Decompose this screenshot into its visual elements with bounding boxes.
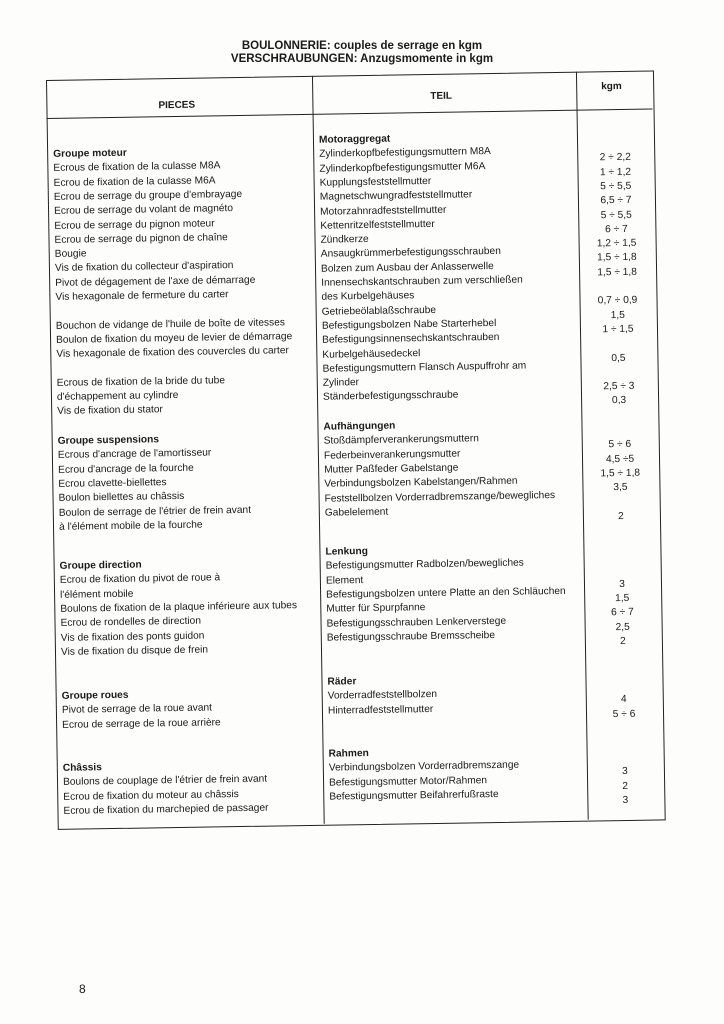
kgm-value: 3 <box>622 766 628 778</box>
teil-item: Zylinderkopfbefestigungsmutter M6A <box>319 160 486 175</box>
kgm-value: 2,5 <box>615 621 630 633</box>
piece-item: Ecrou de fixation du moteur au châssis <box>63 788 239 803</box>
teil-item: Verbindungsbolzen Vorderradbremszange <box>328 759 520 774</box>
kgm-value: 0,5 <box>611 352 626 364</box>
teil-item: Zylinderkopfbefestigungsmuttern M8A <box>319 146 491 161</box>
teil-item: Befestigungsinnensechskantschrauben <box>322 332 500 346</box>
teil-item: Mutter Paßfeder Gabelstange <box>324 462 459 476</box>
teil-item: Kupplungsfeststellmutter <box>319 175 432 189</box>
kgm-value: 6 ÷ 7 <box>605 223 628 236</box>
teil-item: Befestigungsschrauben Lenkerverstege <box>326 615 507 630</box>
piece-item: Ecrou de serrage de la roue arrière <box>62 716 221 731</box>
kgm-value: 1,5 <box>610 309 625 321</box>
piece-item: Vis de fixation du collecteur d'aspiration <box>54 260 234 275</box>
piece-item: Ecrou d'ancrage de la fourche <box>58 462 194 476</box>
kgm-value: 6,5 ÷ 7 <box>600 195 632 207</box>
piece-item: Vis de fixation du stator <box>57 404 164 418</box>
teil-item: Verbindungsbolzen Kabelstangen/Rahmen <box>324 475 518 490</box>
piece-item: Ecrou de fixation du marchepied de passager <box>63 802 269 817</box>
header-kgm: kgm <box>601 80 622 93</box>
title-german: VERSCHRAUBUNGEN: Anzugsmomente in kgm <box>230 53 494 65</box>
teil-item: Befestigungsbolzen untere Platte an den Schläuchen <box>326 585 566 601</box>
teil-item: Bolzen zum Ausbau der Anlasserwelle <box>320 260 494 275</box>
piece-item: l'élément mobile <box>60 588 134 601</box>
teil-item: Befestigungsschraube Bremsscheibe <box>326 629 496 644</box>
teil-item: Kurbelgehäusedeckel <box>322 347 421 361</box>
piece-item: Bouchon de vidange de l'huile de boîte de vitesses <box>55 316 286 332</box>
group-title-fr: Groupe suspensions <box>57 434 160 447</box>
kgm-value: 3,5 <box>613 482 628 494</box>
kgm-value: 4 <box>620 694 627 706</box>
teil-item: Befestigungsmuttern Flansch Auspuffrohr am <box>322 360 527 375</box>
kgm-value: 1 ÷ 1,2 <box>599 166 632 178</box>
group-title-fr: Groupe direction <box>59 559 142 572</box>
kgm-value: 1,5 ÷ 1,8 <box>597 266 637 279</box>
piece-item: Boulon biellettes au châssis <box>58 491 185 505</box>
kgm-value: 2 <box>619 635 626 647</box>
kgm-value: 1,2 ÷ 1,5 <box>596 237 637 250</box>
kgm-value: 1,5 ÷ 1,8 <box>596 252 637 264</box>
kgm-value: 1,5 ÷ 1,8 <box>600 467 641 480</box>
kgm-value: 4,5 ÷5 <box>605 453 635 465</box>
piece-item: Ecrou de serrage du groupe d'embrayage <box>53 188 243 203</box>
teil-item: Kettenritzelfeststellmutter <box>320 218 435 232</box>
teil-item: Feststellbolzen Vorderradbremszange/bewegliches <box>324 489 556 505</box>
teil-item: Befestigungsbolzen Nabe Starterhebel <box>321 317 497 332</box>
teil-item: Befestigungsmutter Beifahrerfußraste <box>329 788 499 803</box>
piece-item: Ecrou clavette-biellettes <box>58 477 167 490</box>
teil-item: Befestigungsmutter Motor/Rahmen <box>328 774 488 789</box>
kgm-value: 2 <box>617 510 624 522</box>
group-title-de: Aufhängungen <box>323 420 396 433</box>
kgm-value: 2,5 ÷ 3 <box>603 380 635 393</box>
piece-item: Ecrou de serrage du pignon de chaîne <box>54 231 228 246</box>
header-pieces: PIECES <box>158 99 196 112</box>
teil-item: Magnetschwungradfeststellmutter <box>319 189 473 203</box>
group-title-fr: Groupe moteur <box>53 147 127 160</box>
teil-item: Stoßdämpferverankerungsmuttern <box>323 433 479 447</box>
teil-item: Gabelelement <box>324 506 389 519</box>
kgm-value: 1,5 <box>615 592 630 605</box>
group-title-fr: Châssis <box>62 762 102 774</box>
piece-item: d'échappement au cylindre <box>56 390 179 403</box>
kgm-value: 5 ÷ 5,5 <box>600 209 632 221</box>
piece-item: à l'élément mobile de la fourche <box>58 519 203 533</box>
kgm-value: 0,7 ÷ 0,9 <box>597 295 638 307</box>
teil-item: Mutter für Spurpfanne <box>326 602 426 615</box>
piece-item: Ecrous de fixation de la culasse M8A <box>53 160 221 175</box>
kgm-value: 2 ÷ 2,2 <box>599 152 631 164</box>
teil-item: des Kurbelgehäuses <box>321 290 415 303</box>
kgm-value: 3 <box>622 794 629 806</box>
piece-item: Boulon de fixation du moyeu de levier de démarrage <box>56 331 293 346</box>
piece-item: Vis de fixation des ponts guidon <box>60 630 205 644</box>
piece-item: Bougie <box>54 248 87 260</box>
piece-item: Vis de fixation du disque de frein <box>60 644 209 658</box>
piece-item: Ecrous d'ancrage de l'amortisseur <box>57 447 212 462</box>
piece-item: Ecrou de fixation de la culasse M6A <box>53 174 216 189</box>
piece-item: Ecrou de fixation du pivot de roue à <box>59 572 221 587</box>
kgm-value: 5 ÷ 6 <box>608 439 632 451</box>
piece-item: Boulon de serrage de l'étrier de frein avant <box>58 504 252 519</box>
piece-item: Pivot de serrage de la roue avant <box>61 702 213 717</box>
piece-item: Vis hexagonale de fermeture du carter <box>55 289 229 303</box>
group-title-de: Lenkung <box>325 546 368 558</box>
group-title-de: Rahmen <box>328 748 369 760</box>
teil-item: Hinterradfeststellmutter <box>327 703 434 717</box>
piece-item: Ecrou de rondelles de direction <box>60 615 202 630</box>
kgm-value: 1 ÷ 1,5 <box>602 323 634 336</box>
kgm-value: 6 ÷ 7 <box>611 607 634 619</box>
piece-item: Boulons de couplage de l'étrier de frein avant <box>62 773 268 789</box>
teil-item: Innensechskantschrauben zum verschließen <box>321 274 523 289</box>
teil-item: Getriebeölablaßschraube <box>321 304 437 318</box>
page-number: 8 <box>79 982 86 996</box>
teil-item: Zylinder <box>322 377 360 389</box>
torque-table <box>46 70 666 829</box>
kgm-value: 2 <box>622 780 629 792</box>
group-title-fr: Groupe roues <box>61 689 129 702</box>
group-title-de: Motoraggregat <box>318 133 391 146</box>
piece-item: Boulons de fixation de la plaque inférieure aux tubes <box>60 600 298 615</box>
teil-item: Federbeinverankerungsmutter <box>323 448 461 462</box>
header-teil: TEIL <box>430 90 453 102</box>
piece-item: Ecrou de serrage du volant de magnéto <box>53 203 234 218</box>
teil-item: Motorzahnradfeststellmutter <box>320 204 447 218</box>
teil-item: Ansaugkrümmerbefestigungsschrauben <box>320 246 501 261</box>
group-title-de: Räder <box>327 676 357 688</box>
teil-item: Befestigungsmutter Radbolzen/bewegliches <box>325 557 524 572</box>
teil-item: Vorderradfeststellbolzen <box>327 689 438 702</box>
piece-item: Pivot de dégagement de l'axe de démarrage <box>55 274 256 289</box>
page-title <box>0 40 724 66</box>
teil-item: Zündkerze <box>320 234 369 246</box>
kgm-value: 0,3 <box>611 395 627 407</box>
piece-item: Vis hexagonale de fixation des couvercles du carter <box>56 345 289 361</box>
title-french: BOULONNERIE: couples de serrage en kgm <box>241 40 483 52</box>
teil-item: Ständerbefestigungsschraube <box>322 389 459 404</box>
piece-item: Ecrous de fixation de la bride du tube <box>56 375 226 389</box>
kgm-value: 3 <box>619 578 625 590</box>
kgm-value: 5 ÷ 6 <box>612 708 636 720</box>
piece-item: Ecrou de serrage du pignon moteur <box>54 217 215 232</box>
kgm-value: 5 ÷ 5,5 <box>600 180 632 193</box>
teil-item: Element <box>325 574 364 587</box>
